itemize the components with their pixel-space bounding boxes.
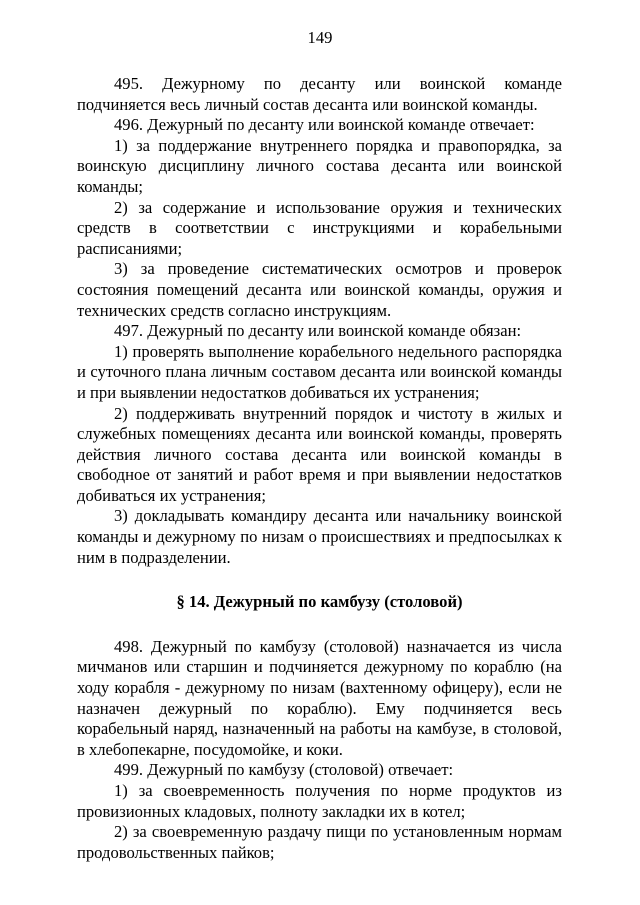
page-number: 149 [307, 28, 333, 47]
paragraph-496-item-2: 2) за содержание и использование оружия и технических средств в соответствии с инструкциями и корабельными расписаниями; [77, 197, 562, 258]
paragraph-498: 498. Дежурный по камбузу (столовой) назначается из числа мичманов или старшин и подчиняется дежурному по кораблю (на ходу корабля - дежурному по низам (вахтенному офицеру), если не назначен дежурный по кораблю). Ему подчиняется весь корабельный наряд, назначенный на работы на камбузе, в столовой, в хлебопекарне, посудомойке, и коки. [77, 636, 562, 759]
paragraph-497-item-1: 1) проверять выполнение корабельного недельного распорядка и суточного плана личным составом десанта или воинской команды и при выявлении недостатков добиваться их устранения; [77, 341, 562, 402]
paragraph-496: 496. Дежурный по десанту или воинской команде отвечает: [114, 115, 535, 135]
paragraph-499: 499. Дежурный по камбузу (столовой) отвечает: [114, 760, 454, 780]
paragraph-495: 495. Дежурному по десанту или воинской команде подчиняется весь личный состав десанта или воинской команды. [77, 74, 562, 114]
paragraph-496-item-3: 3) за проведение систематических осмотров и проверок состояния помещений десанта или воинской команды, оружия и технических средств согласно инструкциям. [77, 259, 562, 320]
paragraph-499-item-1: 1) за своевременность получения по норме продуктов из провизионных кладовых, полноту закладки их в котел; [77, 781, 562, 821]
paragraph-496-item-1: 1) за поддержание внутреннего порядка и правопорядка, за воинскую дисциплину личного состава десанта или воинской команды; [77, 135, 562, 196]
document-body [77, 74, 562, 863]
paragraph-497: 497. Дежурный по десанту или воинской команде обязан: [114, 321, 522, 341]
section-heading: § 14. Дежурный по камбузу (столовой) [176, 592, 463, 612]
paragraph-499-item-2: 2) за своевременную раздачу пищи по установленным нормам продовольственных пайков; [77, 822, 562, 862]
paragraph-497-item-2: 2) поддерживать внутренний порядок и чистоту в жилых и служебных помещениях десанта или воинской команды, проверять действия личного состава десанта или воинской команды в свободное от занятий и работ время и при выявлении недостатков добиваться их устранения; [77, 403, 562, 505]
paragraph-497-item-3: 3) докладывать командиру десанта или начальнику воинской команды и дежурному по низам о происшествиях и предпосылках к ним в подразделении. [77, 506, 562, 567]
